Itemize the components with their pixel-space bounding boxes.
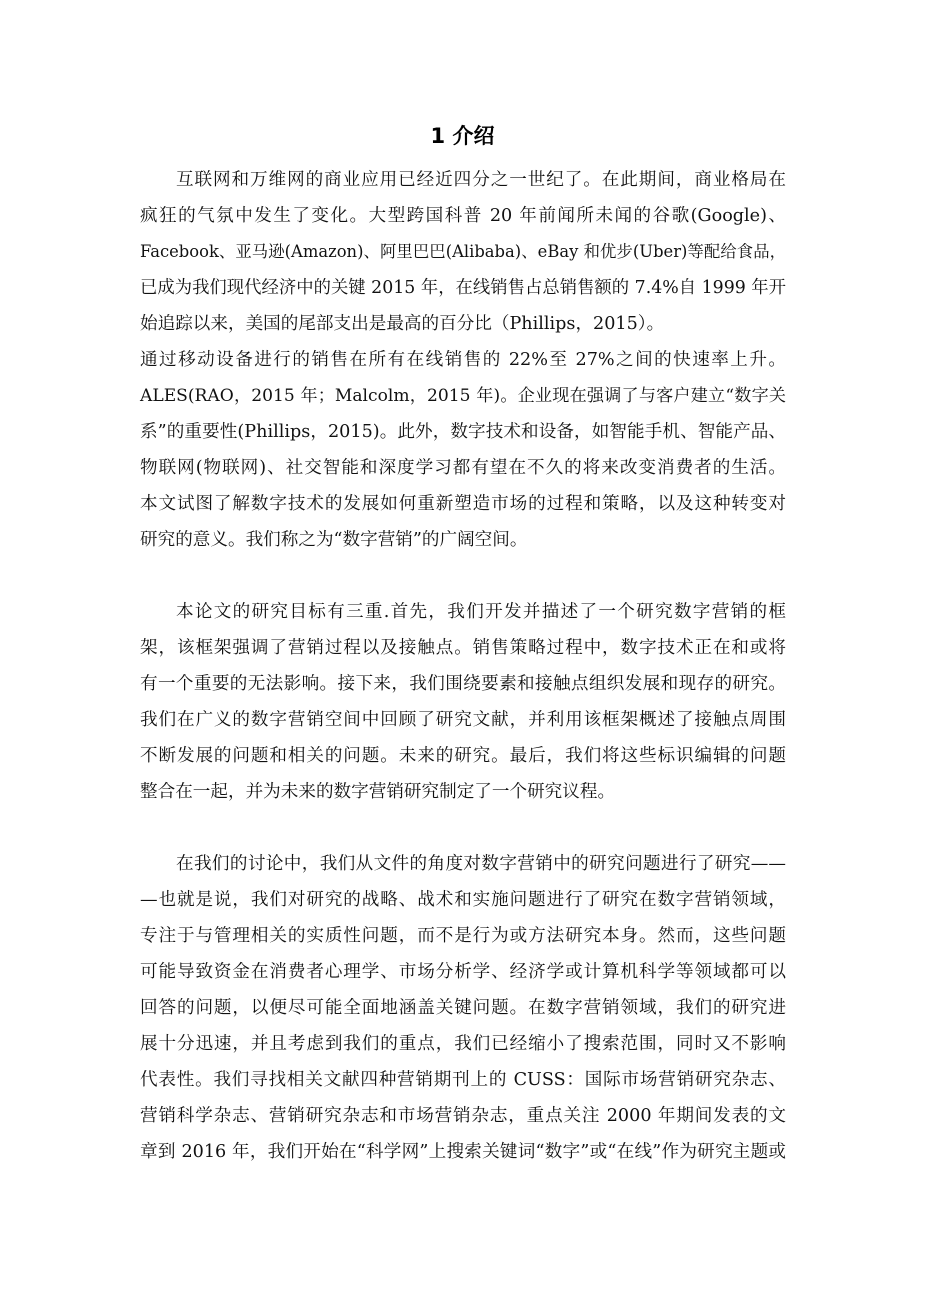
text-line: 在我们的讨论中，我们从文件的角度对数字营销中的研究问题进行了研究—— (176, 854, 786, 874)
text-line: 展十分迅速，并且考虑到我们的重点，我们已经缩小了搜索范围，同时又不影响 (140, 1034, 786, 1054)
text-line: 已成为我们现代经济中的关键 2015 年，在线销售占总销售额的 7.4%自 1999 年开 (140, 278, 786, 298)
text-line: 不断发展的问题和相关的问题。未来的研究。最后，我们将这些标识编辑的问题 (140, 746, 786, 766)
text-line: Facebook、亚马逊(Amazon)、阿里巴巴(Alibaba)、eBay 和优步(Uber)等配给食品， (140, 242, 786, 261)
text-line: 物联网(物联网)、社交智能和深度学习都有望在不久的将来改变消费者的生活。 (140, 458, 786, 478)
text-line: 通过移动设备进行的销售在所有在线销售的 22%至 27%之间的快速率上升。 (140, 350, 786, 370)
text-line: 可能导致资金在消费者心理学、市场分析学、经济学或计算机科学等领域都可以 (140, 962, 786, 982)
text-line: 营销科学杂志、营销研究杂志和市场营销杂志，重点关注 2000 年期间发表的文 (140, 1106, 786, 1126)
text-line: 研究的意义。我们称之为“数字营销”的广阔空间。 (140, 530, 528, 550)
text-line: 始追踪以来，美国的尾部支出是最高的百分比（Phillips，2015）。 (140, 314, 665, 334)
text-line: 本文试图了解数字技术的发展如何重新塑造市场的过程和策略，以及这种转变对 (140, 494, 786, 514)
text-line: 系”的重要性(Phillips，2015)。此外，数字技术和设备，如智能手机、智能产品、 (140, 422, 786, 442)
text-line: 疯狂的气氛中发生了变化。大型跨国科普 20 年前闻所未闻的谷歌(Google)、 (140, 206, 786, 226)
section-title: 1 介绍 (430, 124, 495, 148)
text-line: 本论文的研究目标有三重.首先，我们开发并描述了一个研究数字营销的框 (176, 602, 786, 622)
text-line: 我们在广义的数字营销空间中回顾了研究文献，并利用该框架概述了接触点周围 (140, 710, 786, 730)
text-line: 代表性。我们寻找相关文献四种营销期刊上的 CUSS：国际市场营销研究杂志、 (140, 1070, 786, 1090)
text-line: ALES(RAO，2015 年；Malcolm，2015 年)。企业现在强调了与客户建立“数字关 (140, 386, 786, 406)
text-line: 章到 2016 年，我们开始在“科学网”上搜索关键词“数字”或“在线”作为研究主题或 (140, 1142, 786, 1162)
text-line: 回答的问题，以便尽可能全面地涵盖关键问题。在数字营销领域，我们的研究进 (140, 998, 786, 1018)
text-line: 有一个重要的无法影响。接下来，我们围绕要素和接触点组织发展和现存的研究。 (140, 674, 786, 694)
text-line: —也就是说，我们对研究的战略、战术和实施问题进行了研究在数字营销领域， (140, 890, 786, 910)
text-line: 架，该框架强调了营销过程以及接触点。销售策略过程中，数字技术正在和或将 (140, 638, 786, 658)
text-line: 整合在一起，并为未来的数字营销研究制定了一个研究议程。 (140, 782, 616, 802)
text-line: 专注于与管理相关的实质性问题，而不是行为或方法研究本身。然而，这些问题 (140, 926, 786, 946)
text-line: 互联网和万维网的商业应用已经近四分之一世纪了。在此期间，商业格局在 (176, 170, 786, 190)
